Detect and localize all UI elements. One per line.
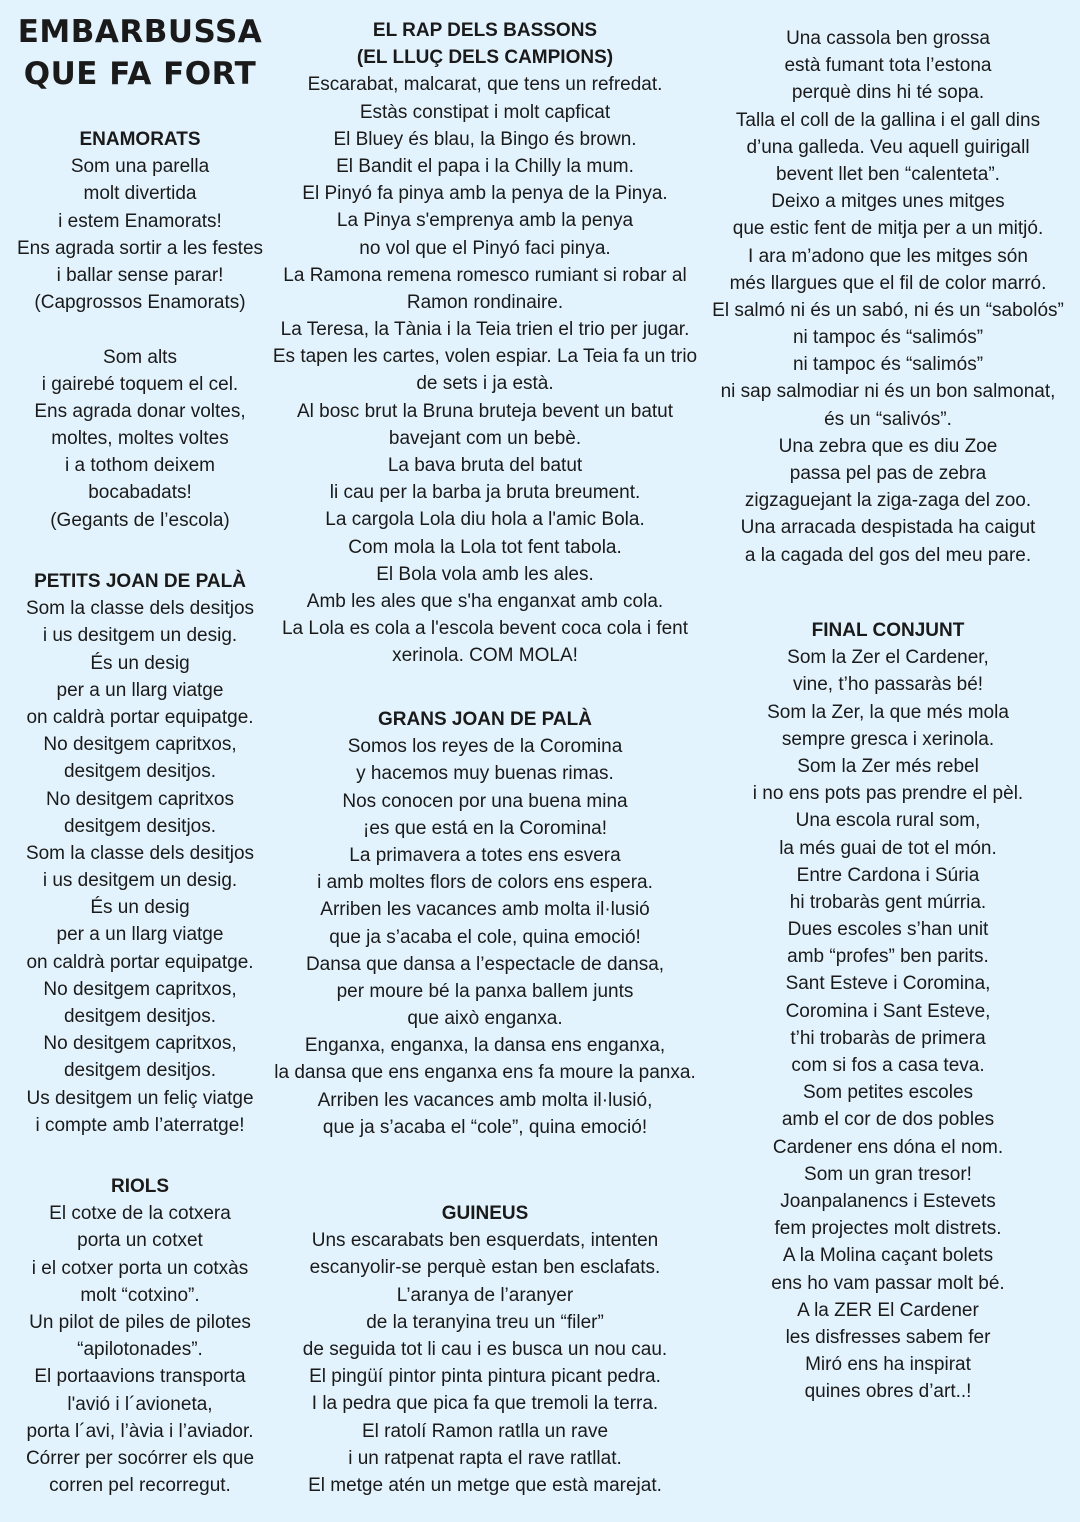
section-petits-joan-de-pala bbox=[0, 568, 290, 1139]
verse-line: més llargues que el fil de color marró. bbox=[729, 272, 1047, 294]
verse-line: Joanpalanencs i Estevets bbox=[780, 1190, 996, 1212]
section-rap-dels-bassons bbox=[255, 17, 715, 670]
verse-line: desitgem desitjos. bbox=[63, 1006, 217, 1027]
section-subheading: (EL LLUÇ DELS CAMPIONS) bbox=[356, 47, 614, 69]
section-final-conjunt bbox=[698, 617, 1078, 1405]
verse-line: És un desig bbox=[90, 652, 190, 674]
verse-line: passa pel pas de zebra bbox=[789, 463, 987, 484]
title-line: EMBARBUSSA bbox=[17, 14, 263, 50]
verse-line: fem projectes molt distrets. bbox=[774, 1218, 1002, 1240]
verse-line: El Bola vola amb les ales. bbox=[376, 563, 594, 585]
section-heading: EL RAP DELS BASSONS bbox=[372, 20, 598, 41]
verse-line: està fumant tota l’estona bbox=[784, 55, 992, 77]
verse-line: les disfresses sabem fer bbox=[785, 1326, 991, 1348]
verse-line: El Bluey és blau, la Bingo és brown. bbox=[333, 128, 637, 150]
verse-line: Som la classe dels desitjos bbox=[25, 598, 255, 620]
section-heading: GUINEUS bbox=[441, 1203, 529, 1224]
verse-line: xerinola. COM MOLA! bbox=[392, 645, 578, 667]
verse-line: Córrer per socórrer els que bbox=[25, 1447, 255, 1469]
verse-line: El portaavions transporta bbox=[34, 1366, 246, 1388]
verse-line: I la pedra que pica fa que tremoli la terra. bbox=[311, 1393, 659, 1415]
verse-line: Estàs constipat i molt capficat bbox=[359, 101, 611, 123]
verse-line: Nos conocen por una buena mina bbox=[342, 790, 628, 812]
verse-line: Un pilot de piles de pilotes bbox=[29, 1311, 251, 1333]
section-heading: PETITS JOAN DE PALÀ bbox=[34, 571, 246, 592]
verse-line: com si fos a casa teva. bbox=[791, 1055, 985, 1076]
verse-line: L’aranya de l’aranyer bbox=[396, 1284, 574, 1306]
verse-line: La Lola es cola a l'escola bevent coca cola i fent bbox=[281, 618, 689, 640]
section-enamorats bbox=[0, 126, 290, 534]
verse-line: amb el cor de dos pobles bbox=[781, 1109, 995, 1131]
verse-line: que ja s’acaba el “cole”, quina emoció! bbox=[322, 1116, 648, 1138]
verse-line bbox=[0, 316, 290, 343]
verse-line: escanyolir-se perquè estan ben esclafats. bbox=[309, 1257, 661, 1279]
verse-line: per a un llarg viatge bbox=[56, 924, 224, 946]
verse-line: i a tothom deixem bbox=[65, 455, 215, 477]
verse-line: moltes, moltes voltes bbox=[51, 428, 229, 450]
verse-line: La Teresa, la Tània i la Teia trien el trio per jugar. bbox=[280, 319, 690, 341]
verse-line: Miró ens ha inspirat bbox=[805, 1354, 971, 1376]
verse-line: Som la Zer més rebel bbox=[797, 755, 979, 777]
verse-line: És un desig bbox=[90, 897, 190, 919]
verse-line: Una escola rural som, bbox=[795, 810, 981, 832]
title-line: QUE FA FORT bbox=[23, 56, 257, 92]
verse-line: El Bandit el papa i la Chilly la mum. bbox=[336, 155, 634, 177]
verse-line: ¡es que está en la Coromina! bbox=[363, 817, 607, 839]
verse-line: El pingüí pintor pinta pintura picant pedra. bbox=[309, 1366, 661, 1388]
verse-line: Sant Esteve i Coromina, bbox=[785, 973, 991, 995]
verse-line: A la Molina caçant bolets bbox=[782, 1245, 994, 1267]
verse-line: El metge atén un metge que està marejat. bbox=[308, 1474, 662, 1496]
verse-line: molt divertida bbox=[83, 183, 197, 205]
verse-line: de la teranyina treu un “filer” bbox=[366, 1311, 604, 1333]
verse-line: Coromina i Sant Esteve, bbox=[785, 1000, 991, 1022]
verse-line: La cargola Lola diu hola a l'amic Bola. bbox=[325, 509, 645, 531]
verse-line: Com mola la Lola tot fent tabola. bbox=[348, 536, 622, 558]
verse-line: desitgem desitjos. bbox=[63, 815, 217, 837]
section-heading: GRANS JOAN DE PALÀ bbox=[378, 709, 592, 730]
verse-line: porta un cotxet bbox=[77, 1230, 203, 1252]
verse-line: que ja s’acaba el cole, quina emoció! bbox=[329, 926, 641, 948]
verse-line: desitgem desitjos. bbox=[63, 761, 217, 783]
verse-line: per a un llarg viatge bbox=[56, 679, 224, 701]
verse-line: vine, t’ho passaràs bé! bbox=[792, 674, 984, 696]
verse-line: La Ramona remena romesco rumiant si robar al bbox=[283, 264, 687, 286]
verse-line: El Pinyó fa pinya amb la penya de la Pinya. bbox=[302, 183, 668, 205]
verse-line: amb “profes” ben parits. bbox=[787, 946, 989, 968]
verse-line: Som un gran tresor! bbox=[804, 1163, 972, 1185]
verse-line: ni tampoc és “salimós” bbox=[792, 327, 984, 349]
verse-line: sempre gresca i xerinola. bbox=[781, 728, 995, 750]
verse-line: Una cassola ben grossa bbox=[786, 28, 990, 49]
verse-line: que això enganxa. bbox=[407, 1008, 563, 1030]
verse-line: Cardener ens dóna el nom. bbox=[772, 1136, 1004, 1158]
verse-line: Al bosc brut la Bruna bruteja bevent un batut bbox=[296, 400, 674, 422]
verse-line: d’una galleda. Veu aquell guirigall bbox=[746, 136, 1030, 158]
verse-line: Somos los reyes de la Coromina bbox=[347, 736, 623, 758]
verse-line: i amb moltes flors de colors ens espera. bbox=[317, 872, 653, 894]
verse-line: “apilotonades”. bbox=[77, 1339, 203, 1361]
verse-line: per moure bé la panxa ballem junts bbox=[336, 980, 634, 1002]
verse-line: Arriben les vacances amb molta il·lusió bbox=[320, 899, 650, 921]
verse-line: ni sap salmodiar ni és un bon salmonat, bbox=[720, 381, 1056, 403]
verse-line: i gairebé toquem el cel. bbox=[41, 373, 239, 395]
verse-line: Dansa que dansa a l’espectacle de dansa, bbox=[305, 953, 665, 975]
verse-line: no vol que el Pinyó faci pinya. bbox=[359, 237, 611, 259]
verse-line: bavejant com un bebè. bbox=[388, 427, 582, 449]
verse-line: i el cotxer porta un cotxàs bbox=[31, 1257, 249, 1279]
verse-line: La bava bruta del batut bbox=[387, 455, 583, 476]
verse-line: Escarabat, malcarat, que tens un refredat. bbox=[307, 74, 663, 96]
verse-line: No desitgem capritxos bbox=[46, 788, 234, 810]
verse-line: Una zebra que es diu Zoe bbox=[778, 435, 998, 457]
verse-line: y hacemos muy buenas rimas. bbox=[356, 763, 614, 785]
verse-line: No desitgem capritxos, bbox=[43, 978, 237, 1000]
verse-line: i estem Enamorats! bbox=[58, 210, 222, 232]
verse-line: quines obres d’art..! bbox=[804, 1381, 972, 1403]
verse-line: desitgem desitjos. bbox=[63, 1060, 217, 1082]
verse-line: El cotxe de la cotxera bbox=[49, 1203, 231, 1225]
verse-line: Enganxa, enganxa, la dansa ens enganxa, bbox=[304, 1035, 666, 1057]
verse-line: la més guai de tot el món. bbox=[779, 837, 997, 859]
verse-line: on caldrà portar equipatge. bbox=[26, 706, 254, 728]
section-col3-poems bbox=[698, 25, 1078, 569]
verse-line: i us desitgem un desig. bbox=[42, 870, 238, 892]
verse-line: que estic fent de mitja per a un mitjó. bbox=[732, 218, 1044, 240]
verse-line: Som una parella bbox=[70, 156, 210, 178]
verse-line: I ara m’adono que les mitges són bbox=[748, 245, 1028, 267]
verse-line: és un “salivós”. bbox=[824, 408, 952, 430]
verse-line: i us desitgem un desig. bbox=[42, 625, 238, 647]
verse-line: perquè dins hi té sopa. bbox=[791, 82, 985, 104]
verse-line: El salmó ni és un sabó, ni és un “sabolós” bbox=[712, 299, 1064, 321]
verse-line: i compte amb l’aterratge! bbox=[35, 1114, 245, 1136]
verse-line: l'avió i l´avioneta, bbox=[67, 1393, 213, 1415]
verse-line: Som la classe dels desitjos bbox=[25, 842, 255, 864]
verse-line: Ens agrada donar voltes, bbox=[34, 400, 246, 422]
verse-line: la dansa que ens enganxa ens fa moure la panxa. bbox=[274, 1062, 696, 1084]
verse-line: El ratolí Ramon ratlla un rave bbox=[361, 1420, 609, 1442]
verse-line: porta l´avi, l’àvia i l’aviador. bbox=[26, 1420, 254, 1442]
verse-line: de sets i ja està. bbox=[416, 373, 554, 395]
verse-line: Som la Zer el Cardener, bbox=[787, 647, 989, 669]
verse-line: Es tapen les cartes, volen espiar. La Teia fa un trio bbox=[272, 346, 698, 368]
verse-line: Som petites escoles bbox=[802, 1082, 974, 1104]
section-grans-joan-de-pala bbox=[255, 706, 715, 1141]
verse-line: de seguida tot li cau i es busca un nou cau. bbox=[302, 1338, 668, 1360]
verse-line: La Pinya s'emprenya amb la penya bbox=[336, 210, 634, 232]
verse-line: No desitgem capritxos, bbox=[43, 1033, 237, 1055]
section-guineus bbox=[255, 1200, 715, 1499]
page-title bbox=[0, 11, 290, 95]
verse-line: Som alts bbox=[103, 346, 177, 368]
verse-line: (Gegants de l’escola) bbox=[50, 509, 230, 531]
verse-line: Una arracada despistada ha caigut bbox=[740, 517, 1036, 539]
verse-line: Som la Zer, la que més mola bbox=[767, 701, 1009, 723]
verse-line: bevent llet ben “calenteta”. bbox=[776, 163, 1000, 185]
verse-line: Us desitgem un feliç viatge bbox=[26, 1087, 254, 1109]
verse-line: Uns escarabats ben esquerdats, intenten bbox=[311, 1230, 659, 1252]
verse-line: (Capgrossos Enamorats) bbox=[34, 292, 246, 314]
verse-line: i ballar sense parar! bbox=[56, 264, 224, 286]
verse-line: Dues escoles s’han unit bbox=[787, 919, 989, 941]
verse-line: Arriben les vacances amb molta il·lusió, bbox=[317, 1089, 653, 1111]
section-heading: FINAL CONJUNT bbox=[811, 620, 965, 641]
verse-line: t’hi trobaràs de primera bbox=[790, 1027, 986, 1049]
verse-line: i un ratpenat rapta el rave ratllat. bbox=[348, 1447, 622, 1469]
verse-line: Entre Cardona i Súria bbox=[796, 864, 980, 886]
verse-line: Ens agrada sortir a les festes bbox=[16, 237, 264, 259]
verse-line: on caldrà portar equipatge. bbox=[26, 951, 254, 973]
verse-line: molt “cotxino”. bbox=[80, 1284, 200, 1306]
verse-line: Talla el coll de la gallina i el gall dins bbox=[735, 109, 1041, 131]
verse-line: Amb les ales que s'ha enganxat amb cola. bbox=[306, 590, 664, 612]
verse-line: a la cagada del gos del meu pare. bbox=[744, 544, 1032, 566]
verse-line: hi trobaràs gent múrria. bbox=[789, 891, 987, 913]
section-heading: ENAMORATS bbox=[79, 129, 201, 150]
verse-line: ens ho vam passar molt bé. bbox=[771, 1272, 1005, 1294]
verse-line: corren pel recorregut. bbox=[49, 1475, 231, 1497]
verse-line: ni tampoc és “salimós” bbox=[792, 354, 984, 376]
verse-line: li cau per la barba ja bruta breument. bbox=[329, 482, 641, 504]
verse-line: A la ZER El Cardener bbox=[797, 1299, 979, 1321]
verse-line: Deixo a mitges unes mitges bbox=[771, 191, 1005, 213]
verse-line: bocabadats! bbox=[88, 482, 192, 504]
section-riols bbox=[0, 1173, 290, 1499]
verse-line: La primavera a totes ens esvera bbox=[349, 844, 621, 866]
verse-line: zigzaguejant la ziga-zaga del zoo. bbox=[744, 490, 1032, 512]
section-heading: RIOLS bbox=[110, 1176, 170, 1197]
verse-line: i no ens pots pas prendre el pèl. bbox=[752, 783, 1024, 805]
verse-line: No desitgem capritxos, bbox=[43, 734, 237, 756]
verse-line: Ramon rondinaire. bbox=[406, 291, 564, 313]
